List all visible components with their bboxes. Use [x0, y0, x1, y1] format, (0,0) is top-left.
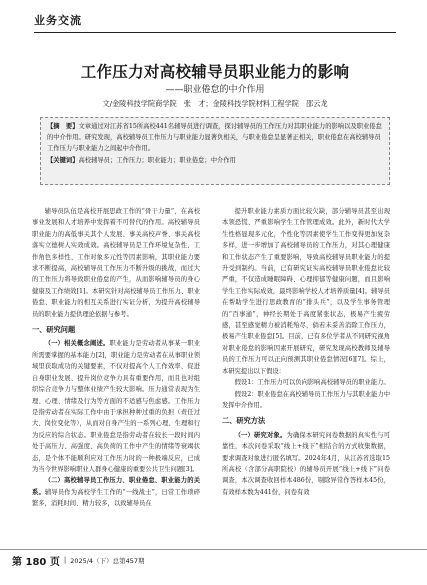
abstract-text: 文章通过对江苏省15所高校441名辅导员进行调查，探讨辅导员的工作压力对其职业能力的影响以及职业倦怠的中介作用。研究发现，高校辅导员工作压力与职业能力显著负相关，与职业倦怠呈显著正相关，职业倦怠在高校辅导员工作压力与职业能力之间起中介作用。 [47, 123, 382, 152]
paragraph-continued: 提升职业能力素质方面比较欠缺，部分辅导员甚至出现本领恐慌、严重影响学生工作管理成效。此外，新时代大学生性格显现多元化，个性化等因素使学生工作变得更加复杂多样，进一步增加了高校辅导员的工作压力，对其心理健康和工作状态产生了重要影响，导致高校辅导员职业能力的提升受到制约。当前，已有研究证实高校辅导员职业倦怠比较严重，不仅造成睡眠障碍、心理抑郁等健康问题，而且影响学生工作实际成效，最终影响学校人才培养质量[4]。辅导员在帮助学生进行思政教育的“排头兵”，以及学生事务管理的“百事通”，神经长期处于高度紧张状态，极易产生疲劳感，甚至感觉精力被消耗殆尽，倘若未妥善消除工作压力，极易产生职业倦怠[5]。目前，已有多位学者从不同研究视角对职业倦怠的影响因素开展研究，研究发现高校教师及辅导员的工作压力可以正向预测其职业倦怠情况[6][7]。综上，本研究提出以下假设： [222, 208, 390, 375]
paragraph-subjects [222, 430, 390, 498]
paragraph-concepts [32, 338, 200, 475]
section-heading-methods: 二、研究方法 [222, 416, 266, 426]
article-authors: 文/金陵科技学院商学院 张 才；金陵科技学院材料工程学院 邵云龙 [102, 99, 328, 108]
subheading-subjects: （一）研究对象。 [234, 431, 287, 439]
section-tag: 业务交流 [34, 14, 82, 27]
paragraph-relationship [32, 475, 200, 509]
page-number: 第 180 页 [12, 556, 60, 568]
section-heading-research-question: 一、研究问题 [32, 325, 76, 335]
footer-rule [0, 549, 427, 550]
intro-paragraph: 辅导员队伍是高校开展思政工作的“骨干力量”，在高校事业发展和人才培养中发挥着不可替代的作用。高校辅导员职业能力的高低事关其个人发展、事关高校声誉、事关高校落实立德树人实效成效。高校辅导员是工作环境复杂性、工作角色多样性、工作对象多元性等因素影响，其职业能力要求不断提高，高校辅导员工作压力不断升级的挑战，而过大的工作压力将导致职业倦怠的产生，从而影响辅导员的身心健康及工作绩效[1]。本研究针对高校辅导员工作压力、职业倦怠、职业能力的相互关系进行实证分析，为提升高校辅导员的职业能力提供理论依据与参考。 [32, 208, 200, 318]
page-footer [12, 552, 144, 568]
abstract-box [40, 117, 390, 185]
article-title: 工作压力对高校辅导员职业能力的影响 [80, 63, 350, 81]
hypothesis-2: 假设2：职业倦怠在高校辅导员工作压力与其职业能力中发挥中介作用。 [222, 390, 390, 409]
abstract-label: 【摘 要】 [47, 123, 79, 130]
left-column [32, 206, 200, 510]
hypothesis-1: 假设1：工作压力可以负向影响高校辅导员的职业能力。 [234, 379, 390, 387]
footer-separator: | [63, 556, 67, 564]
right-column [222, 206, 390, 498]
paragraph-concepts-text: 职业能力是劳动者从事某一职业所需要掌握的基本能力[2]，职业能力是劳动者在从事职业领域里获取成功的关键要素，不仅对提高个人工作效率、促进自身职业发展、提升岗位竞争力具有重要作用，而且也对组织综合竞争力与整体业绩产生较大影响。压力通常表现为生理、心理、情绪及行为等方面的不适感与焦虑感。工作压力是指劳动者在实际工作中由于承担种种过重的负担（责任过大、岗位变化等），从而对自身产生的一系列心理、生理和行为反应的综合状态。职业倦怠是指劳动者在较长一段时间内处于高压力、高强度、高负荷的工作中产生的情绪等衰竭状态，是个体不能顺利应对工作压力时的一种极端反应，已成为当今世界影响职业人群身心健康的重要公共卫生问题[3]。 [32, 340, 201, 473]
abstract [47, 121, 383, 154]
keywords-label: 【关键词】 [47, 157, 79, 164]
keywords-text: 高校辅导员；工作压力；职业能力；职业倦怠；中介作用 [78, 157, 236, 164]
keywords [47, 155, 383, 166]
subheading-relationship: （二）高校辅导员工作压力、职业倦怠、职业能力的关系。 [32, 477, 200, 496]
article-subtitle: ——职业倦怠的中介作用 [165, 85, 265, 95]
paragraph-subjects-text: 为确保本研究问卷数据的真实性与可靠性，本次问卷采取“线上+线下”相结合的方式收集数据，要求调查对象进行匿名填写。2024年4月，从江苏省选取15所高校（含部分高职院校）的辅导员开展“线上+线下”问卷调查，本次调查收回样本486份，剔除异常作答样本45份，有效样本数为441份，问卷有效 [222, 431, 391, 496]
paragraph-relationship-text: 辅导员作为高校学生工作的“一线战士”，日常工作琐碎繁多，消耗时间、精力较多，以致辅导员在 [32, 488, 200, 508]
issue-info: 2025/4（下）总第457期 [70, 556, 145, 565]
subheading-concepts: （一）相关概念阐述。 [44, 340, 110, 348]
top-rule [34, 32, 396, 33]
